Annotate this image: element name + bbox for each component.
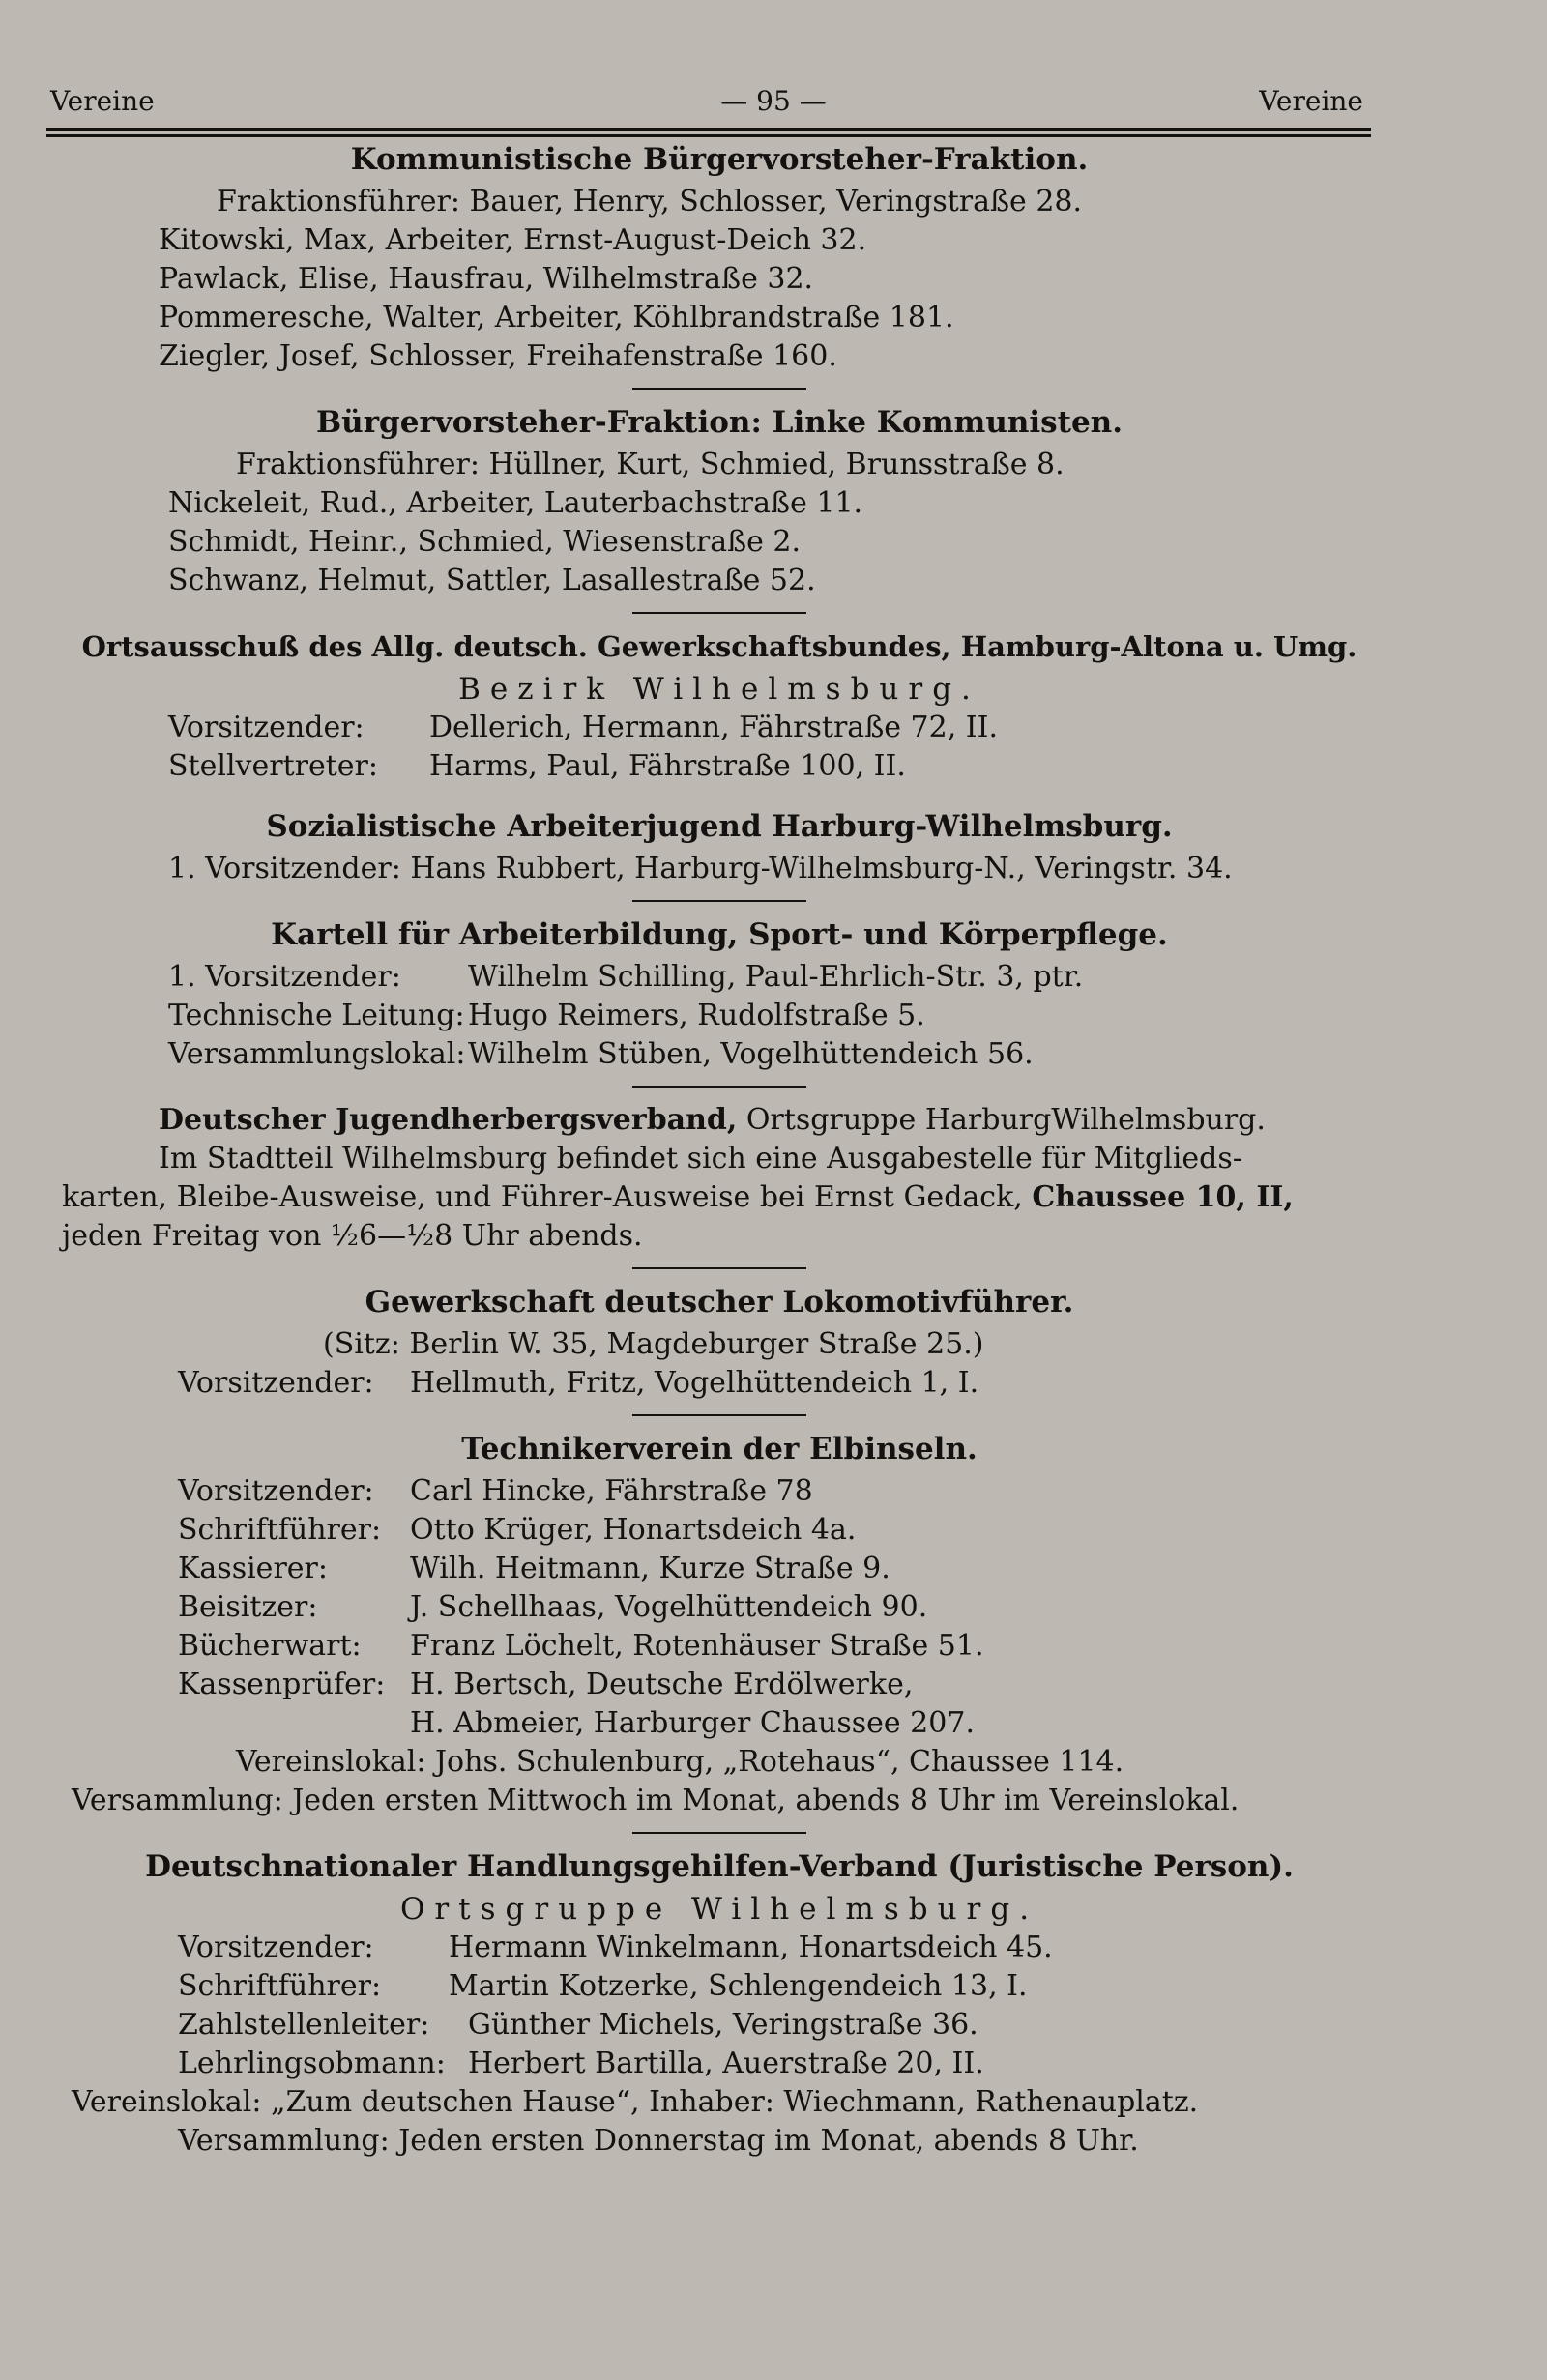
- officer-value: Martin Kotzerke, Schlengendeich 13, I.: [449, 1969, 1028, 2003]
- section-subtitle: Bezirk Wilhelmsburg.: [458, 672, 980, 707]
- section-title: Ortsausschuß des Allg. deutsch. Gewerkschaftsbundes, Hamburg-Altona u. Umg.: [81, 630, 1357, 663]
- member-line: Nickeleit, Rud., Arbeiter, Lauterbachstraße 11.: [168, 486, 863, 520]
- officer-value: Günther Michels, Veringstraße 36.: [468, 2008, 978, 2042]
- running-head-right: Vereine: [1259, 85, 1363, 117]
- member-line: Pommeresche, Walter, Arbeiter, Köhlbrandstraße 181.: [159, 301, 954, 334]
- member-line: Kitowski, Max, Arbeiter, Ernst-August-Deich 32.: [159, 223, 867, 257]
- section-divider: [632, 1414, 806, 1416]
- section-ortsausschuss: [62, 627, 1377, 786]
- section-divider: [632, 1267, 806, 1269]
- text-span: karten, Bleibe-Ausweise, und Führer-Ausweise bei Ernst Gedack,: [62, 1180, 1033, 1214]
- officer-value: Otto Krüger, Honartsdeich 4a.: [410, 1513, 857, 1547]
- section-kartell: [62, 915, 1377, 1074]
- officer-value: Hugo Reimers, Rudolfstraße 5.: [468, 999, 925, 1032]
- section-arbeiterjugend: [62, 807, 1377, 888]
- officer-value: H. Abmeier, Harburger Chaussee 207.: [410, 1706, 975, 1740]
- officer-value: Wilhelm Schilling, Paul-Ehrlich-Str. 3, ptr.: [468, 960, 1084, 994]
- section-title: Sozialistische Arbeiterjugend Harburg-Wilhelmsburg.: [266, 809, 1173, 844]
- section-kommunistische-fraktion: [62, 140, 1377, 376]
- header-rule-top: [46, 128, 1371, 131]
- section-lokomotivfuehrer: [62, 1283, 1377, 1403]
- officer-line: [62, 958, 1377, 997]
- officer-line: [62, 2006, 1377, 2045]
- section-divider: [632, 1086, 806, 1088]
- officer-value: Harms, Paul, Fährstraße 100, II.: [429, 749, 906, 783]
- section-title: Deutschnationaler Handlungsgehilfen-Verband (Juristische Person).: [145, 1849, 1294, 1884]
- header-rule-bottom: [46, 134, 1371, 137]
- officer-role: Versammlungslokal:: [168, 1037, 466, 1071]
- officer-line: 1. Vorsitzender: Hans Rubbert, Harburg-Wilhelmsburg-N., Veringstr. 34.: [168, 852, 1233, 885]
- section-title-line: [62, 1101, 1377, 1140]
- address-bold: Chaussee 10, II,: [1032, 1180, 1294, 1214]
- officer-value: H. Bertsch, Deutsche Erdölwerke,: [410, 1668, 914, 1701]
- officer-value: Dellerich, Hermann, Fährstraße 72, II.: [429, 711, 999, 744]
- officer-value: Franz Löchelt, Rotenhäuser Straße 51.: [410, 1629, 984, 1663]
- running-head-left: Vereine: [50, 85, 155, 117]
- member-line: Schwanz, Helmut, Sattler, Lasallestraße 52.: [168, 564, 816, 597]
- member-line: Schmidt, Heinr., Schmied, Wiesenstraße 2.: [168, 525, 802, 559]
- officer-value: Carl Hincke, Fährstraße 78: [410, 1474, 813, 1508]
- text-line: [62, 1178, 1377, 1217]
- meeting-line: Versammlung: Jeden ersten Mittwoch im Monat, abends 8 Uhr im Vereinslokal.: [72, 1784, 1240, 1817]
- officer-line: [62, 1967, 1377, 2006]
- venue-line: Vereinslokal: „Zum deutschen Hause“, Inhaber: Wiechmann, Rathenauplatz.: [72, 2085, 1199, 2119]
- section-linke-kommunisten: [62, 403, 1377, 600]
- officer-line: [62, 1704, 1377, 1743]
- section-technikerverein: [62, 1430, 1377, 1820]
- section-title: Deutscher Jugendherbergsverband,: [159, 1103, 738, 1137]
- page-content: [62, 140, 1377, 2161]
- officer-role: Zahlstellenleiter:: [178, 2008, 430, 2042]
- officer-role: Schriftführer:: [178, 1513, 382, 1547]
- page-number: — 95 —: [720, 85, 827, 117]
- officer-role: 1. Vorsitzender:: [168, 960, 401, 994]
- officer-role: Stellvertreter:: [168, 749, 379, 783]
- officer-role: Vorsitzender:: [178, 1366, 374, 1400]
- member-line: Fraktionsführer: Bauer, Henry, Schlosser, Veringstraße 28.: [217, 185, 1083, 218]
- section-divider: [632, 388, 806, 390]
- officer-line: [62, 1929, 1377, 1967]
- officer-role: Kassierer:: [178, 1552, 328, 1585]
- officer-line: [62, 1511, 1377, 1550]
- section-divider: [632, 900, 806, 902]
- section-title: Kartell für Arbeiterbildung, Sport- und Körperpflege.: [271, 917, 1168, 952]
- officer-role: Vorsitzender:: [178, 1474, 374, 1508]
- section-title: Bürgervorsteher-Fraktion: Linke Kommunisten.: [315, 405, 1124, 440]
- officer-role: Vorsitzender:: [178, 1930, 374, 1964]
- officer-line: [62, 1666, 1377, 1704]
- officer-line: [62, 1472, 1377, 1511]
- officer-line: [62, 2045, 1377, 2083]
- section-subtitle: Ortsgruppe Wilhelmsburg.: [399, 1892, 1039, 1927]
- section-title-rest: Ortsgruppe HarburgWilhelmsburg.: [737, 1103, 1266, 1137]
- officer-value: Hermann Winkelmann, Honartsdeich 45.: [449, 1930, 1053, 1964]
- officer-line: [62, 997, 1377, 1035]
- section-divider: [632, 612, 806, 614]
- officer-role: Kassenprüfer:: [178, 1668, 386, 1701]
- member-line: Ziegler, Josef, Schlosser, Freihafenstraße 160.: [159, 339, 837, 373]
- officer-role: Schriftführer:: [178, 1969, 382, 2003]
- officer-line: [62, 709, 1377, 747]
- officer-value: J. Schellhaas, Vogelhüttendeich 90.: [410, 1590, 928, 1624]
- venue-line: Vereinslokal: Johs. Schulenburg, „Rotehaus“, Chaussee 114.: [236, 1745, 1124, 1779]
- officer-line: [62, 1550, 1377, 1588]
- officer-line: [62, 747, 1377, 786]
- section-title: Kommunistische Bürgervorsteher-Fraktion.: [350, 142, 1089, 177]
- officer-role: Technische Leitung:: [168, 999, 465, 1032]
- meeting-line: Versammlung: Jeden ersten Donnerstag im Monat, abends 8 Uhr.: [178, 2124, 1139, 2158]
- section-jugendherbergsverband: [62, 1101, 1377, 1256]
- section-title: Gewerkschaft deutscher Lokomotivführer.: [365, 1285, 1074, 1320]
- text-line: jeden Freitag von ½6—½8 Uhr abends.: [62, 1219, 643, 1253]
- officer-value: Wilh. Heitmann, Kurze Straße 9.: [410, 1552, 890, 1585]
- officer-value: Hellmuth, Fritz, Vogelhüttendeich 1, I.: [410, 1366, 979, 1400]
- officer-line: [62, 1035, 1377, 1074]
- officer-value: Wilhelm Stüben, Vogelhüttendeich 56.: [468, 1037, 1034, 1071]
- seat-line: (Sitz: Berlin W. 35, Magdeburger Straße 25.): [323, 1327, 984, 1361]
- officer-line: [62, 1588, 1377, 1627]
- officer-role: Vorsitzender:: [168, 711, 365, 744]
- officer-role: Bücherwart:: [178, 1629, 362, 1663]
- section-divider: [632, 1832, 806, 1834]
- member-line: Pawlack, Elise, Hausfrau, Wilhelmstraße 32.: [159, 262, 814, 296]
- officer-value: Herbert Bartilla, Auerstraße 20, II.: [468, 2046, 984, 2080]
- text-line: Im Stadtteil Wilhelmsburg befindet sich eine Ausgabestelle für Mitglieds-: [159, 1142, 1242, 1175]
- officer-line: [62, 1364, 1377, 1403]
- section-title: Technikerverein der Elbinseln.: [461, 1432, 978, 1466]
- section-handlungsgehilfen-verband: [62, 1847, 1377, 2161]
- officer-role: Beisitzer:: [178, 1590, 318, 1624]
- officer-role: Lehrlingsobmann:: [178, 2046, 446, 2080]
- officer-line: [62, 1627, 1377, 1666]
- member-line: Fraktionsführer: Hüllner, Kurt, Schmied, Brunsstraße 8.: [236, 448, 1065, 481]
